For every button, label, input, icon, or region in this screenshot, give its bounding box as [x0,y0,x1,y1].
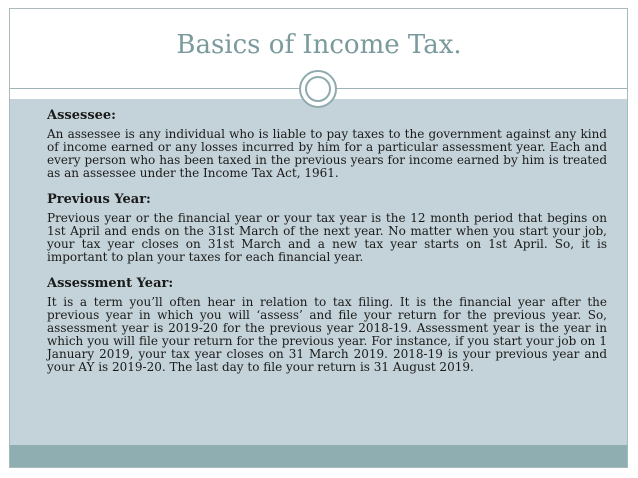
section-heading: Assessment Year: [47,276,174,291]
section-text: An assessee is any individual who is liable to pay taxes to the government against any kind of income earned or any losses incurred by him for a particular assessment year. Each and every person who has been taxed in the previous years for income earned by him is treated as an assessee under the Income Tax Act, 1961. [47,127,607,180]
circle-ornament-icon [299,70,337,108]
circle-ornament-inner-icon [305,76,331,102]
section-assessment-year [47,276,607,374]
section-text: It is a term you’ll often hear in relation to tax filing. It is the financial year after the previous year in which you will ‘assess’ and file your return for the previous year. So, assessment year is 2019-20 for the previous year 2018-19. Assessment year is the year in which you will file your return for the previous year. For instance, if you start your job on 1 January 2019, your tax year closes on 31 March 2019. 2018-19 is your previous year and your AY is 2019-20. The last day to file your return is 31 August 2019. [47,295,607,374]
slide-title: Basics of Income Tax. [176,30,462,60]
section-assessee [47,108,607,180]
footer-band [10,445,627,467]
section-text: Previous year or the financial year or your tax year is the 12 month period that begins on 1st April and ends on the 31st March of the next year. No matter when you start your job, your tax year closes on 31st March and a new tax year starts on 1st April. So, it is important to plan your taxes for each financial year. [47,211,607,264]
section-previous-year [47,192,607,264]
slide-body [47,108,607,386]
section-heading: Previous Year: [47,192,151,207]
section-heading: Assessee: [47,108,116,123]
